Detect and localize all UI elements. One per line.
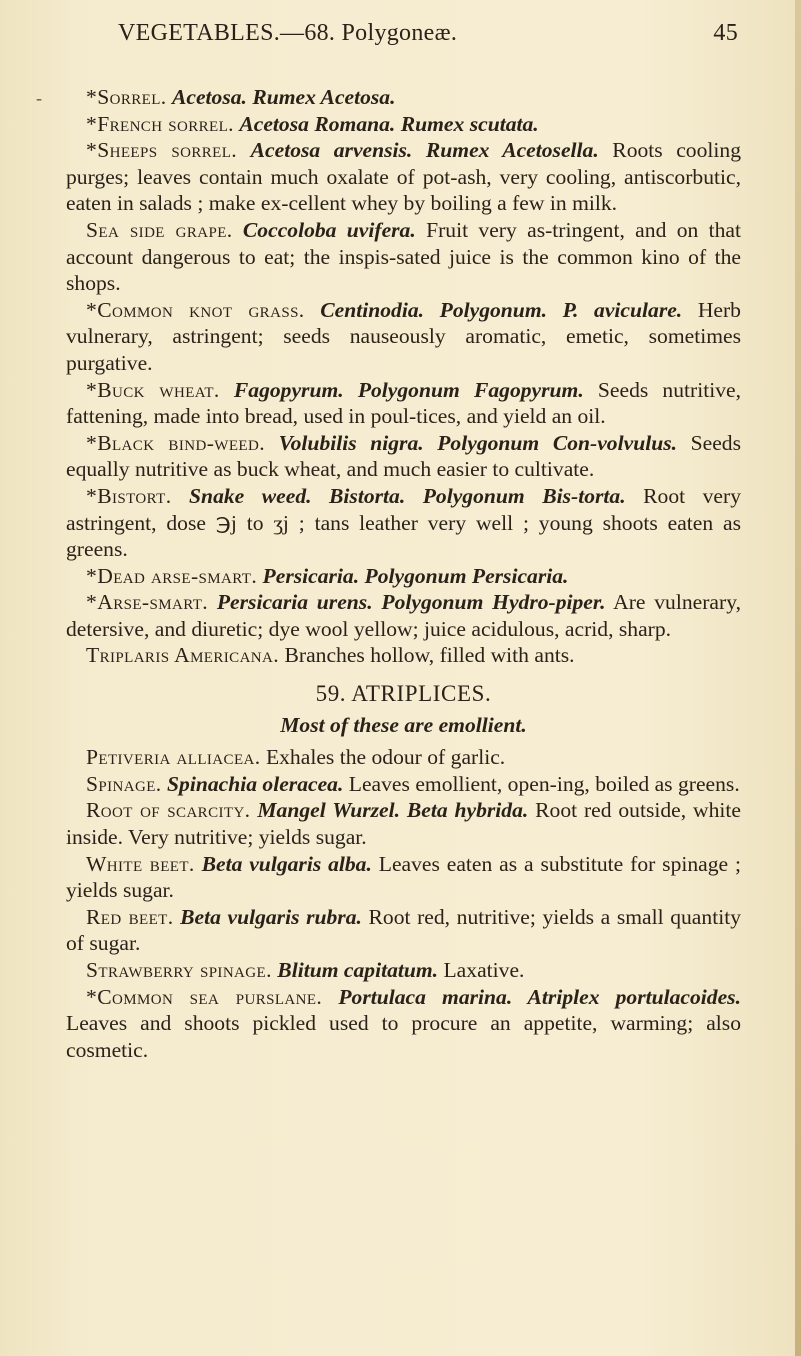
header-title: VEGETABLES.—68. Polygoneæ. (118, 20, 458, 46)
entries-top (66, 84, 741, 669)
plant-description: Fruit very as-tringent, and on that account dangerous to eat; the inspis-sated juice is the common kino of the shops. (66, 217, 741, 296)
section-subtitle: Most of these are emollient. (280, 712, 527, 737)
plant-entry (66, 377, 741, 430)
plant-common-name: Root of scarcity. (86, 798, 251, 823)
plant-common-name: *Common sea purslane. (86, 984, 323, 1009)
plant-latin-name: Mangel Wurzel. Beta hybrida. (257, 798, 529, 823)
plant-common-name: Spinage. (86, 771, 162, 796)
plant-description: Leaves and shoots pickled used to procure an appetite, warming; also cosmetic. (66, 1011, 741, 1062)
running-header (118, 20, 738, 56)
plant-common-name: Red beet. (86, 904, 174, 929)
entries-bottom (66, 744, 741, 1063)
plant-entry (66, 984, 741, 1064)
plant-entry (66, 111, 741, 138)
plant-description: Seeds equally nutritive as buck wheat, and much easier to cultivate. (66, 430, 741, 482)
plant-common-name: *Buck wheat. (86, 377, 220, 402)
plant-entry (66, 84, 741, 111)
section-title: 59. ATRIPLICES. (315, 681, 492, 707)
plant-latin-name: Portulaca marina. Atriplex portulacoides. (338, 984, 741, 1009)
plant-entry (66, 851, 741, 904)
plant-latin-name: Persicaria. Polygonum Persicaria. (262, 563, 569, 588)
plant-common-name: Petiveria alliacea. (86, 745, 261, 770)
page-number: 45 (713, 20, 738, 46)
plant-description: Leaves emollient, open-ing, boiled as greens. (343, 771, 740, 796)
plant-description: Root very astringent, dose ℈j to ʒj ; tans leather very well ; young shoots eaten as greens. (66, 483, 741, 562)
plant-description: Branches hollow, filled with ants. (279, 643, 575, 668)
plant-common-name: *French sorrel. (86, 111, 234, 136)
plant-description: Leaves eaten as a substitute for spinage ; yields sugar. (66, 851, 742, 903)
plant-common-name: *Sorrel. (86, 85, 167, 109)
page-body (66, 84, 741, 1063)
page-edge (795, 0, 801, 1356)
plant-latin-name: Beta vulgaris alba. (201, 851, 372, 876)
plant-entry (66, 957, 741, 984)
plant-description: Root red, nutritive; yields a small quantity of sugar. (66, 904, 741, 956)
plant-common-name: Strawberry spinage. (86, 958, 272, 982)
plant-common-name: White beet. (86, 851, 195, 876)
plant-entry (66, 589, 741, 642)
plant-latin-name: Persicaria urens. Polygonum Hydro-piper. (216, 590, 606, 615)
plant-common-name: *Dead arse-smart. (86, 563, 258, 588)
plant-common-name: *Common knot grass. (86, 297, 305, 322)
plant-description: Roots cooling purges; leaves contain much oxalate of pot-ash, very cooling, antiscorbutic, eaten in salads ; make ex-cellent whey by boiling a few in milk. (66, 138, 741, 216)
plant-latin-name: Centinodia. Polygonum. P. aviculare. (320, 297, 683, 322)
plant-description: Seeds nutritive, fattening, made into bread, used in poul-tices, and yield an oil. (66, 377, 741, 429)
plant-entry (66, 744, 741, 771)
plant-latin-name: Beta vulgaris rubra. (180, 904, 362, 929)
plant-entry (66, 563, 741, 590)
plant-latin-name: Volubilis nigra. Polygonum Con-volvulus. (278, 430, 678, 455)
plant-common-name: *Arse-smart. (86, 590, 209, 615)
plant-entry (66, 904, 741, 957)
plant-entry (66, 771, 741, 798)
plant-common-name: Sea side grape. (86, 217, 233, 242)
plant-entry (66, 217, 741, 297)
plant-entry (66, 297, 741, 377)
plant-latin-name: Acetosa arvensis. Rumex Acetosella. (250, 138, 599, 163)
plant-latin-name: Acetosa. Rumex Acetosa. (171, 85, 396, 109)
plant-common-name: *Bistort. (86, 483, 172, 508)
plant-common-name: *Sheeps sorrel. (86, 138, 238, 163)
plant-common-name: Triplaris Americana. (86, 643, 280, 668)
plant-latin-name: Spinachia oleracea. (167, 771, 344, 796)
margin-mark: - (36, 88, 42, 108)
plant-entry (66, 797, 741, 850)
plant-description: Exhales the odour of garlic. (260, 745, 506, 770)
plant-latin-name: Coccoloba uvifera. (242, 217, 416, 242)
plant-description: Root red outside, white inside. Very nutritive; yields sugar. (66, 798, 741, 850)
plant-entry (66, 430, 741, 483)
plant-description: Herb vulnerary, astringent; seeds nauseously aromatic, emetic, sometimes purgative. (66, 297, 741, 375)
plant-entry (66, 642, 741, 669)
plant-description: Laxative. (438, 958, 525, 982)
plant-latin-name: Snake weed. Bistorta. Polygonum Bis-torta. (189, 483, 626, 508)
plant-common-name: *Black bind-weed. (86, 430, 266, 455)
plant-latin-name: Fagopyrum. Polygonum Fagopyrum. (233, 377, 584, 402)
plant-latin-name: Acetosa Romana. Rumex scutata. (239, 111, 539, 136)
plant-latin-name: Blitum capitatum. (277, 958, 439, 982)
plant-description: Are vulnerary, detersive, and diuretic; dye wool yellow; juice acidulous, acrid, sharp. (66, 590, 741, 641)
plant-entry (66, 483, 741, 563)
plant-entry (66, 137, 741, 217)
